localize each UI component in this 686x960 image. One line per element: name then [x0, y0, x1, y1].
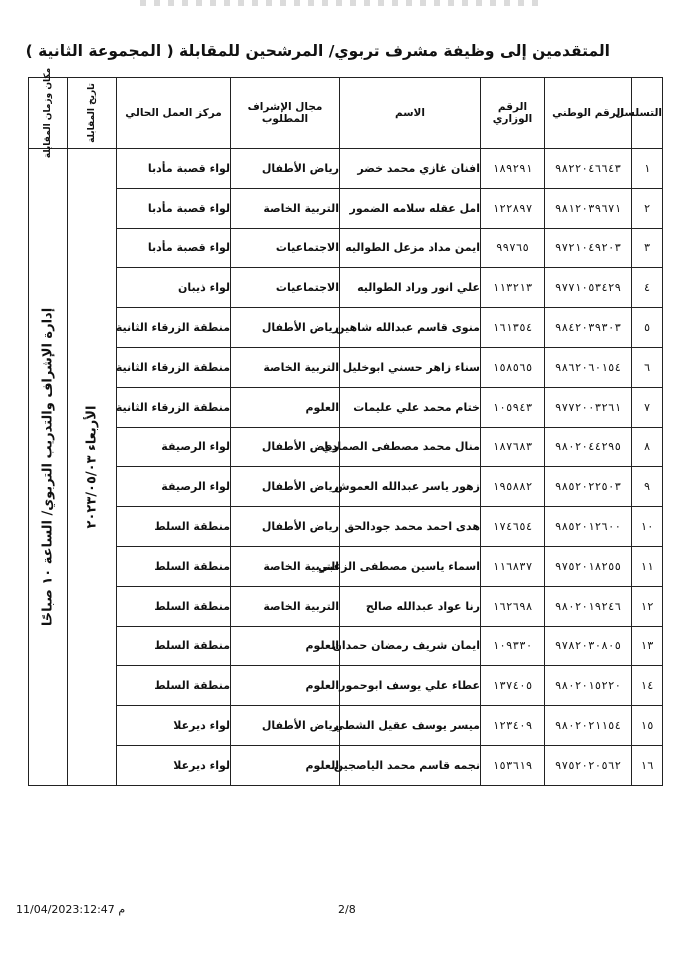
national-id-cell: ٩٨٥٢٠١٢٦٠٠ [545, 507, 632, 547]
name-cell: منوى قاسم عبدالله شاهين [340, 308, 481, 348]
ministry-id-cell: ١٠٥٩٤٣ [481, 387, 545, 427]
field-cell: رياض الأطفال [231, 149, 340, 189]
header-row [29, 78, 663, 149]
scan-mark [140, 0, 540, 6]
national-id-cell: ٩٨٤٢٠٣٩٣٠٣ [545, 308, 632, 348]
national-id-cell: ٩٨٠٢٠١٩٢٤٦ [545, 586, 632, 626]
workplace-cell: منطقة السلط [117, 546, 231, 586]
workplace-cell: منطقة السلط [117, 666, 231, 706]
table-row [29, 149, 663, 189]
header-national-id: الرقم الوطني [545, 78, 632, 149]
field-cell: الاجتماعيات [231, 228, 340, 268]
field-cell: التربية الخاصة [231, 347, 340, 387]
ministry-id-cell: ١٣٧٤٠٥ [481, 666, 545, 706]
workplace-cell: لواء ديرعلا [117, 745, 231, 785]
table-row [29, 228, 663, 268]
table-row [29, 308, 663, 348]
table-row [29, 268, 663, 308]
field-cell: رياض الأطفال [231, 507, 340, 547]
national-id-cell: ٩٧٨٢٠٣٠٨٠٥ [545, 626, 632, 666]
field-cell: العلوم [231, 745, 340, 785]
ministry-id-cell: ١٨٧٦٨٣ [481, 427, 545, 467]
workplace-cell: منطقة الزرقاء الثانية [117, 387, 231, 427]
serial-cell: ١٠ [632, 507, 663, 547]
serial-cell: ١٥ [632, 706, 663, 746]
name-cell: هدى احمد محمد جودالحق [340, 507, 481, 547]
workplace-cell: منطقة الزرقاء الثانية [117, 347, 231, 387]
interview-place-time-cell: إدارة الإشراف والتدريب التربوي/ الساعة ١٠ صباحًا [29, 149, 68, 786]
national-id-cell: ٩٨٠٢٠١٥٢٢٠ [545, 666, 632, 706]
table-row [29, 387, 663, 427]
ministry-id-cell: ١٦١٣٥٤ [481, 308, 545, 348]
workplace-cell: لواء قصبة مأدبا [117, 149, 231, 189]
national-id-cell: ٩٨٠٢٠٤٤٢٩٥ [545, 427, 632, 467]
table-row [29, 706, 663, 746]
national-id-cell: ٩٧٧١٠٥٣٤٢٩ [545, 268, 632, 308]
table-row [29, 666, 663, 706]
table-row [29, 546, 663, 586]
serial-cell: ١٢ [632, 586, 663, 626]
table-row [29, 745, 663, 785]
ministry-id-cell: ٩٩٧٦٥ [481, 228, 545, 268]
national-id-cell: ٩٧٧٢٠٠٣٢٦١ [545, 387, 632, 427]
serial-cell: ٧ [632, 387, 663, 427]
serial-cell: ٤ [632, 268, 663, 308]
serial-cell: ٨ [632, 427, 663, 467]
field-cell: التربية الخاصة [231, 188, 340, 228]
field-cell: رياض الأطفال [231, 427, 340, 467]
ministry-id-cell: ١٨٩٢٩١ [481, 149, 545, 189]
header-serial: التسلسل [632, 78, 663, 149]
name-cell: ايمن مداد مزعل الطواليه [340, 228, 481, 268]
name-cell: نجمه قاسم محمد الياصجين [340, 745, 481, 785]
name-cell: امل عقله سلامه الضمور [340, 188, 481, 228]
serial-cell: ١ [632, 149, 663, 189]
header-place-time: مكان وزمان المقابلة [29, 78, 68, 149]
field-cell: رياض الأطفال [231, 467, 340, 507]
interview-date-cell: الأربعاء ٢٠٢٣/٠٥/٠٣ [68, 149, 117, 786]
serial-cell: ١٦ [632, 745, 663, 785]
workplace-cell: لواء ديرعلا [117, 706, 231, 746]
serial-cell: ٥ [632, 308, 663, 348]
national-id-cell: ٩٨٢٢٠٤٦٦٤٣ [545, 149, 632, 189]
name-cell: علي انور وراد الطواليه [340, 268, 481, 308]
table-row [29, 188, 663, 228]
field-cell: الاجتماعيات [231, 268, 340, 308]
serial-cell: ٣ [632, 228, 663, 268]
name-cell: رنا عواد عبدالله صالح [340, 586, 481, 626]
name-cell: سناء زاهر حسني ابوخليل [340, 347, 481, 387]
workplace-cell: منطقة السلط [117, 626, 231, 666]
table-row [29, 586, 663, 626]
serial-cell: ٢ [632, 188, 663, 228]
table-row [29, 626, 663, 666]
field-cell: العلوم [231, 387, 340, 427]
name-cell: ايمان شريف رمضان حمدان [340, 626, 481, 666]
name-cell: منال محمد مصطفى الصمادي [340, 427, 481, 467]
ministry-id-cell: ١٧٤٦٥٤ [481, 507, 545, 547]
workplace-cell: لواء الرصيفة [117, 467, 231, 507]
ministry-id-cell: ١١٣٢١٣ [481, 268, 545, 308]
workplace-cell: منطقة السلط [117, 586, 231, 626]
national-id-cell: ٩٧٥٢٠٢٠٥٦٢ [545, 745, 632, 785]
workplace-cell: منطقة الزرقاء الثانية [117, 308, 231, 348]
field-cell: العلوم [231, 626, 340, 666]
table-row [29, 427, 663, 467]
serial-cell: ٩ [632, 467, 663, 507]
name-cell: اسماء ياسين مصطفى الزعبي [340, 546, 481, 586]
ministry-id-cell: ١٢٢٨٩٧ [481, 188, 545, 228]
ministry-id-cell: ١٥٣٦١٩ [481, 745, 545, 785]
ministry-id-cell: ١٢٣٤٠٩ [481, 706, 545, 746]
field-cell: رياض الأطفال [231, 308, 340, 348]
page-title: المتقدمين إلى وظيفة مشرف تربوي/ المرشحين للمقابلة ( المجموعة الثانية ) [25, 42, 610, 60]
field-cell: العلوم [231, 666, 340, 706]
name-cell: ميسر يوسف عقيل الشطي [340, 706, 481, 746]
field-cell: التربية الخاصة [231, 586, 340, 626]
field-cell: التربية الخاصة [231, 546, 340, 586]
header-date: تاريخ المقابلة [68, 78, 117, 149]
ministry-id-cell: ١١٦٨٣٧ [481, 546, 545, 586]
header-field: مجال الإشراف المطلوب [231, 78, 340, 149]
ministry-id-cell: ١٥٨٥٦٥ [481, 347, 545, 387]
workplace-cell: لواء قصبة مأدبا [117, 188, 231, 228]
candidates-table [28, 67, 663, 786]
workplace-cell: لواء الرصيفة [117, 427, 231, 467]
field-cell: رياض الأطفال [231, 706, 340, 746]
serial-cell: ١١ [632, 546, 663, 586]
name-cell: عطاء علي يوسف ابوحمور [340, 666, 481, 706]
page-number: 2/8 [338, 903, 356, 916]
ministry-id-cell: ١٠٩٣٣٠ [481, 626, 545, 666]
name-cell: ختام محمد علي عليمات [340, 387, 481, 427]
workplace-cell: لواء ذيبان [117, 268, 231, 308]
serial-cell: ١٣ [632, 626, 663, 666]
ministry-id-cell: ١٩٥٨٨٢ [481, 467, 545, 507]
name-cell: افنان غازي محمد خضر [340, 149, 481, 189]
header-workplace: مركز العمل الحالي [117, 78, 231, 149]
table-row [29, 467, 663, 507]
national-id-cell: ٩٨٥٢٠٢٢٥٠٣ [545, 467, 632, 507]
table-row [29, 507, 663, 547]
table-row [29, 347, 663, 387]
header-name: الاسم [340, 78, 481, 149]
national-id-cell: ٩٨٠٢٠٢١١٥٤ [545, 706, 632, 746]
national-id-cell: ٩٨٦٢٠٦٠١٥٤ [545, 347, 632, 387]
header-ministry-id: الرقم الوزاري [481, 78, 545, 149]
national-id-cell: ٩٧٢١٠٤٩٢٠٣ [545, 228, 632, 268]
workplace-cell: منطقة السلط [117, 507, 231, 547]
national-id-cell: ٩٧٥٢٠١٨٢٥٥ [545, 546, 632, 586]
name-cell: زهور ياسر عبدالله العموش [340, 467, 481, 507]
workplace-cell: لواء قصبة مأدبا [117, 228, 231, 268]
print-timestamp: 11/04/2023:12:47 م [16, 903, 126, 916]
national-id-cell: ٩٨١٢٠٣٩٦٧١ [545, 188, 632, 228]
serial-cell: ١٤ [632, 666, 663, 706]
ministry-id-cell: ١٦٢٦٩٨ [481, 586, 545, 626]
serial-cell: ٦ [632, 347, 663, 387]
